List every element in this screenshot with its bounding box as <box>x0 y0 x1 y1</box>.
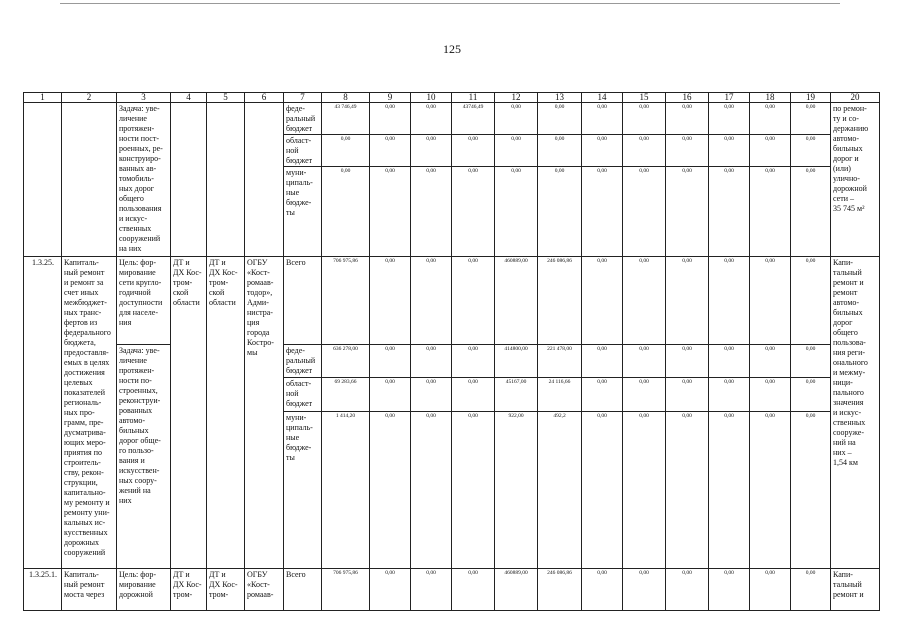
executor-cell-5: ДТ и ДХ Кос- тром- <box>207 569 245 611</box>
value-cell-col11: 0,00 <box>452 378 495 412</box>
budget-table <box>23 92 880 611</box>
task-cell: Задача: уве- личение протяжен- ности пост- роенных, ре- конструиро- ванных ав- томобиль- ных дорог общего пользования и искус- ственных сооружений на них <box>117 103 171 257</box>
header-row <box>24 93 880 103</box>
column-header-11: 11 <box>452 93 495 103</box>
column-header-4: 4 <box>171 93 207 103</box>
value-cell-col13: 221 478,00 <box>538 345 582 378</box>
column-header-13: 13 <box>538 93 582 103</box>
item-code-cell: 1.3.25. <box>24 257 62 569</box>
value-cell-col9: 0,00 <box>370 345 411 378</box>
value-cell-col12: 0,00 <box>495 167 538 257</box>
column-header-12: 12 <box>495 93 538 103</box>
value-cell-col17: 0,00 <box>709 257 750 345</box>
value-cell-col12: 414800,00 <box>495 345 538 378</box>
item-name-cell: Капиталь- ный ремонт моста через <box>62 569 117 611</box>
budget-table-wrapper <box>23 92 880 611</box>
column-header-16: 16 <box>666 93 709 103</box>
value-cell-col13: 246 086,86 <box>538 257 582 345</box>
value-cell-col13: 0,00 <box>538 103 582 135</box>
value-cell-col9: 0,00 <box>370 378 411 412</box>
value-cell-col10: 0,00 <box>411 569 452 611</box>
value-cell-col15: 0,00 <box>623 345 666 378</box>
value-cell-col18: 0,00 <box>750 257 791 345</box>
value-cell-col17: 0,00 <box>709 569 750 611</box>
value-cell-col17: 0,00 <box>709 135 750 167</box>
goal-cell: Цель: фор- мирование сети кругло- годичной доступности для населе- ния <box>117 257 171 345</box>
value-cell-col17: 0,00 <box>709 378 750 412</box>
column-header-10: 10 <box>411 93 452 103</box>
organization-cell: ОГБУ «Кост- ромаав- тодор», Адми- нистра- ция города Костро- мы <box>245 257 284 569</box>
block-c-row-total <box>24 569 880 611</box>
item-code-cell: 1.3.25.1. <box>24 569 62 611</box>
value-cell-col10: 0,00 <box>411 378 452 412</box>
value-cell-col9: 0,00 <box>370 167 411 257</box>
value-cell-col10: 0,00 <box>411 103 452 135</box>
value-cell-col13: 24 116,66 <box>538 378 582 412</box>
value-cell-col18: 0,00 <box>750 135 791 167</box>
value-cell-col10: 0,00 <box>411 135 452 167</box>
funding-source-cell: муни- ципаль- ные бюдже- ты <box>284 167 322 257</box>
result-cell: по ремон- ту и со- держанию автомо- бильных дорог и (или) улично- дорожной сети – 35 745 м² <box>831 103 880 257</box>
item-code-cell <box>24 103 62 257</box>
value-cell-col16: 0,00 <box>666 167 709 257</box>
funding-source-cell: Всего <box>284 569 322 611</box>
value-cell-col16: 0,00 <box>666 378 709 412</box>
value-cell-col13: 0,00 <box>538 135 582 167</box>
value-cell-col8: 636 278,00 <box>322 345 370 378</box>
value-cell-col19: 0,00 <box>791 257 831 345</box>
value-cell-col9: 0,00 <box>370 103 411 135</box>
value-cell-col18: 0,00 <box>750 103 791 135</box>
value-cell-col8: 706 975,86 <box>322 569 370 611</box>
column-header-18: 18 <box>750 93 791 103</box>
column-header-6: 6 <box>245 93 284 103</box>
value-cell-col19: 0,00 <box>791 378 831 412</box>
value-cell-col11: 0,00 <box>452 167 495 257</box>
goal-cell: Цель: фор- мирование дорожной <box>117 569 171 611</box>
value-cell-col8: 1 414,20 <box>322 412 370 569</box>
value-cell-col11: 0,00 <box>452 135 495 167</box>
value-cell-col19: 0,00 <box>791 167 831 257</box>
result-cell: Капи- тальный ремонт и <box>831 569 880 611</box>
value-cell-col8: 69 283,66 <box>322 378 370 412</box>
value-cell-col11: 0,00 <box>452 257 495 345</box>
item-name-cell <box>62 103 117 257</box>
value-cell-col8: 43 746,49 <box>322 103 370 135</box>
value-cell-col13: 492,2 <box>538 412 582 569</box>
value-cell-col15: 0,00 <box>623 167 666 257</box>
executor-cell-4: ДТ и ДХ Кос- тром- ской области <box>171 257 207 569</box>
value-cell-col14: 0,00 <box>582 135 623 167</box>
executor-cell-4: ДТ и ДХ Кос- тром- <box>171 569 207 611</box>
value-cell-col17: 0,00 <box>709 345 750 378</box>
value-cell-col17: 0,00 <box>709 412 750 569</box>
value-cell-col13: 0,00 <box>538 167 582 257</box>
value-cell-col14: 0,00 <box>582 167 623 257</box>
page-number: 125 <box>443 42 461 56</box>
value-cell-col18: 0,00 <box>750 569 791 611</box>
result-cell: Капи- тальный ремонт и ремонт автомо- бильных дорог общего пользова- ния реги- онального и межму- ници- пального значения и искус- ственных сооруже- ний на них – 1,54 км <box>831 257 880 569</box>
funding-source-cell: муни- ципаль- ные бюдже- ты <box>284 412 322 569</box>
column-header-14: 14 <box>582 93 623 103</box>
value-cell-col14: 0,00 <box>582 378 623 412</box>
column-header-3: 3 <box>117 93 171 103</box>
value-cell-col19: 0,00 <box>791 569 831 611</box>
item-name-cell: Капиталь- ный ремонт и ремонт за счет иных межбюджет- ных транс- фертов из федерального бюджета, предоставля- емых в целях достижения целевых показателей региональ- ных про- грамм, пре- дусматрива- ющих меро- приятия по строитель- ству, рекон- струкции, капитально- му ремонту и ремонту уни- кальных ис- кусственных дорожных сооружений <box>62 257 117 569</box>
value-cell-col14: 0,00 <box>582 103 623 135</box>
value-cell-col11: 0,00 <box>452 345 495 378</box>
task-cell: Задача: уве- личение протяжен- ности по- строенных, реконструи- рованных автомо- бильных дорог обще- го пользо- вания и искусствен- ных соору- жений на них <box>117 345 171 569</box>
column-header-8: 8 <box>322 93 370 103</box>
value-cell-col14: 0,00 <box>582 345 623 378</box>
value-cell-col17: 0,00 <box>709 103 750 135</box>
value-cell-col11: 43746,49 <box>452 103 495 135</box>
value-cell-col18: 0,00 <box>750 412 791 569</box>
value-cell-col16: 0,00 <box>666 569 709 611</box>
column-header-9: 9 <box>370 93 411 103</box>
value-cell-col15: 0,00 <box>623 378 666 412</box>
value-cell-col13: 246 086,86 <box>538 569 582 611</box>
executor-cell-4 <box>171 103 207 257</box>
value-cell-col9: 0,00 <box>370 257 411 345</box>
block-b-row-total <box>24 257 880 345</box>
value-cell-col19: 0,00 <box>791 345 831 378</box>
column-header-5: 5 <box>207 93 245 103</box>
executor-cell-5: ДТ и ДХ Кос- тром- ской области <box>207 257 245 569</box>
executor-cell-5 <box>207 103 245 257</box>
value-cell-col11: 0,00 <box>452 569 495 611</box>
value-cell-col9: 0,00 <box>370 569 411 611</box>
column-header-17: 17 <box>709 93 750 103</box>
value-cell-col18: 0,00 <box>750 378 791 412</box>
column-header-1: 1 <box>24 93 62 103</box>
value-cell-col14: 0,00 <box>582 569 623 611</box>
value-cell-col8: 706 975,86 <box>322 257 370 345</box>
value-cell-col15: 0,00 <box>623 257 666 345</box>
organization-cell <box>245 103 284 257</box>
value-cell-col19: 0,00 <box>791 412 831 569</box>
value-cell-col16: 0,00 <box>666 345 709 378</box>
value-cell-col12: 0,00 <box>495 103 538 135</box>
value-cell-col15: 0,00 <box>623 135 666 167</box>
value-cell-col10: 0,00 <box>411 345 452 378</box>
value-cell-col11: 0,00 <box>452 412 495 569</box>
column-header-7: 7 <box>284 93 322 103</box>
funding-source-cell: феде- ральный бюджет <box>284 103 322 135</box>
value-cell-col12: 0,00 <box>495 135 538 167</box>
value-cell-col8: 0,00 <box>322 167 370 257</box>
value-cell-col16: 0,00 <box>666 257 709 345</box>
organization-cell: ОГБУ «Кост- ромаав- <box>245 569 284 611</box>
value-cell-col19: 0,00 <box>791 135 831 167</box>
value-cell-col18: 0,00 <box>750 345 791 378</box>
value-cell-col16: 0,00 <box>666 135 709 167</box>
value-cell-col19: 0,00 <box>791 103 831 135</box>
block-a-row-federal <box>24 103 880 135</box>
value-cell-col14: 0,00 <box>582 412 623 569</box>
funding-source-cell: област- ной бюджет <box>284 135 322 167</box>
value-cell-col12: 45167,00 <box>495 378 538 412</box>
value-cell-col15: 0,00 <box>623 569 666 611</box>
value-cell-col16: 0,00 <box>666 103 709 135</box>
value-cell-col10: 0,00 <box>411 412 452 569</box>
value-cell-col9: 0,00 <box>370 412 411 569</box>
value-cell-col8: 0,00 <box>322 135 370 167</box>
value-cell-col15: 0,00 <box>623 103 666 135</box>
table-body <box>24 93 880 611</box>
value-cell-col15: 0,00 <box>623 412 666 569</box>
value-cell-col10: 0,00 <box>411 257 452 345</box>
value-cell-col16: 0,00 <box>666 412 709 569</box>
funding-source-cell: Всего <box>284 257 322 345</box>
value-cell-col10: 0,00 <box>411 167 452 257</box>
value-cell-col12: 460889,00 <box>495 257 538 345</box>
column-header-19: 19 <box>791 93 831 103</box>
top-scan-line <box>60 3 840 4</box>
value-cell-col17: 0,00 <box>709 167 750 257</box>
value-cell-col14: 0,00 <box>582 257 623 345</box>
column-header-2: 2 <box>62 93 117 103</box>
column-header-15: 15 <box>623 93 666 103</box>
value-cell-col18: 0,00 <box>750 167 791 257</box>
funding-source-cell: феде- ральный бюджет <box>284 345 322 378</box>
funding-source-cell: област- ной бюджет <box>284 378 322 412</box>
value-cell-col9: 0,00 <box>370 135 411 167</box>
block-b-row-federal <box>24 345 880 378</box>
value-cell-col12: 922,00 <box>495 412 538 569</box>
column-header-20: 20 <box>831 93 880 103</box>
value-cell-col12: 460889,00 <box>495 569 538 611</box>
